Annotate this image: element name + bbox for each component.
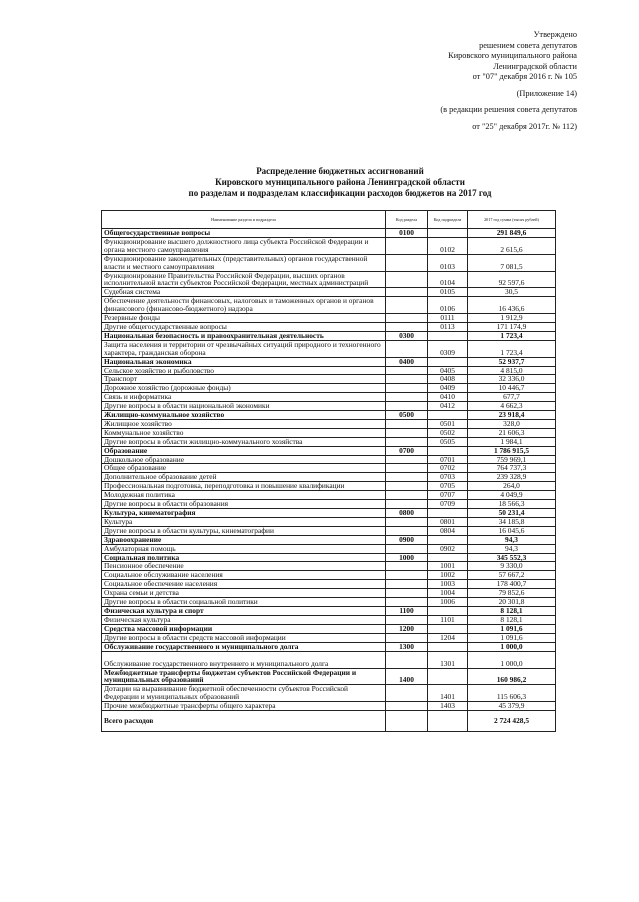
row-subsection-code: 0505 [428,437,468,446]
row-section-code [386,419,428,428]
row-subsection-code: 0102 [428,237,468,254]
table-row [102,446,556,455]
row-section-code: 1300 [386,642,428,651]
row-subsection-code: 1401 [428,685,468,702]
row-subsection-code: 0804 [428,526,468,535]
row-subsection-code [428,711,468,732]
row-amount: 4 815,0 [468,366,556,375]
revision-line: от "25" декабря 2017г. № 112) [472,121,577,131]
row-section-code [386,571,428,580]
row-subsection-code: 0412 [428,402,468,411]
row-section-code: 1200 [386,624,428,633]
row-section-code [386,702,428,711]
row-name: Физическая культура [102,615,386,624]
row-section-code [386,340,428,357]
row-section-code: 1400 [386,668,428,685]
row-name: Другие общегосударственные вопросы [102,322,386,331]
row-subsection-code [428,357,468,366]
row-amount: 1 091,6 [468,633,556,642]
table-row [102,254,556,271]
table-row [102,544,556,553]
row-amount: 45 379,9 [468,702,556,711]
row-amount: 57 667,2 [468,571,556,580]
row-name: Другие вопросы в области средств массовой информации [102,633,386,642]
row-section-code [386,526,428,535]
row-section-code [386,482,428,491]
table-row [102,428,556,437]
row-subsection-code: 0410 [428,393,468,402]
row-subsection-code: 0409 [428,384,468,393]
row-section-code: 0400 [386,357,428,366]
row-section-code [386,437,428,446]
row-amount: 52 937,7 [468,357,556,366]
row-name: Прочие межбюджетные трансферты общего характера [102,702,386,711]
row-section-code [386,685,428,702]
row-name: Охрана семьи и детства [102,589,386,598]
row-section-code: 0700 [386,446,428,455]
approval-line: решением совета депутатов [479,40,577,50]
row-name: Защита населения и территории от чрезвычайных ситуаций природного и техногенного характера, гражданская оборона [102,340,386,357]
row-amount: 94,3 [468,535,556,544]
row-amount: 759 969,1 [468,455,556,464]
row-section-code: 0800 [386,509,428,518]
row-subsection-code: 0502 [428,428,468,437]
table-row [102,340,556,357]
table-row [102,271,556,288]
row-subsection-code: 0701 [428,455,468,464]
table-row [102,615,556,624]
row-name: Здравоохранение [102,535,386,544]
row-subsection-code: 1301 [428,651,468,668]
row-section-code: 0100 [386,229,428,238]
row-amount: 1 912,9 [468,314,556,323]
row-amount: 1 723,4 [468,331,556,340]
row-section-code [386,237,428,254]
row-subsection-code [428,331,468,340]
row-subsection-code: 0111 [428,314,468,323]
row-amount: 21 606,3 [468,428,556,437]
row-section-code [386,615,428,624]
row-subsection-code: 0105 [428,288,468,297]
row-subsection-code [428,642,468,651]
table-row [102,509,556,518]
row-amount: 2 615,6 [468,237,556,254]
row-subsection-code: 0707 [428,491,468,500]
row-section-code [386,464,428,473]
row-name: Коммунальное хозяйство [102,428,386,437]
row-subsection-code: 0106 [428,297,468,314]
title-line: Кировского муниципального района Ленинградской области [215,177,465,187]
row-subsection-code [428,668,468,685]
row-amount: 178 400,7 [468,580,556,589]
row-section-code [386,455,428,464]
table-row [102,366,556,375]
row-subsection-code: 1004 [428,589,468,598]
row-name: Социальная политика [102,553,386,562]
row-name: Функционирование Правительства Российской Федерации, высших органов исполнительной власти субъектов Российской Федерации, местных администраций [102,271,386,288]
row-name: Образование [102,446,386,455]
row-subsection-code: 1002 [428,571,468,580]
row-name: Другие вопросы в области культуры, кинематографии [102,526,386,535]
row-name: Другие вопросы в области социальной политики [102,598,386,607]
row-section-code: 0900 [386,535,428,544]
table-row [102,624,556,633]
row-name: Межбюджетные трансферты бюджетам субъектов Российской Федерации и муниципальных образований [102,668,386,685]
row-amount: 8 128,1 [468,606,556,615]
table-row [102,237,556,254]
row-amount: 115 606,3 [468,685,556,702]
table-row [102,685,556,702]
table-row [102,642,556,651]
header-section-code: Код раздела [386,211,428,229]
row-name: Пенсионное обеспечение [102,562,386,571]
row-name: Функционирование высшего должностного лица субъекта Российской Федерации и органа местного самоуправления [102,237,386,254]
row-name: Социальное обеспечение населения [102,580,386,589]
row-amount: 34 185,8 [468,517,556,526]
row-amount: 92 597,6 [468,271,556,288]
row-name: Амбулаторная помощь [102,544,386,553]
row-subsection-code [428,624,468,633]
row-section-code [386,384,428,393]
row-section-code [386,428,428,437]
row-subsection-code: 0103 [428,254,468,271]
row-name: Молодежная политика [102,491,386,500]
row-subsection-code [428,229,468,238]
table-body [102,229,556,732]
row-name: Общее образование [102,464,386,473]
row-section-code [386,271,428,288]
row-section-code [386,297,428,314]
row-amount: 239 328,9 [468,473,556,482]
row-name: Общегосударственные вопросы [102,229,386,238]
row-subsection-code: 0501 [428,419,468,428]
table-row [102,526,556,535]
row-name: Функционирование законодательных (представительных) органов государственной власти и местного самоуправления [102,254,386,271]
row-name: Судебная система [102,288,386,297]
row-section-code [386,473,428,482]
row-section-code [386,580,428,589]
row-name: Социальное обслуживание населения [102,571,386,580]
row-section-code [386,288,428,297]
header-subsection-code: Код подраздела [428,211,468,229]
budget-table [101,210,556,732]
row-name: Физическая культура и спорт [102,606,386,615]
row-amount: 18 566,3 [468,500,556,509]
row-subsection-code: 0104 [428,271,468,288]
row-subsection-code: 1001 [428,562,468,571]
table-row [102,702,556,711]
table-row [102,331,556,340]
row-name: Культура, кинематография [102,509,386,518]
row-subsection-code: 0309 [428,340,468,357]
row-section-code [386,711,428,732]
row-amount: 16 436,6 [468,297,556,314]
row-section-code [386,314,428,323]
row-name: Национальная безопасность и правоохранительная деятельность [102,331,386,340]
row-name: Обслуживание государственного внутреннего и муниципального долга [102,651,386,668]
row-subsection-code [428,535,468,544]
row-subsection-code: 1204 [428,633,468,642]
row-name: Резервные фонды [102,314,386,323]
row-amount: 1 786 915,5 [468,446,556,455]
row-amount: 1 000,0 [468,651,556,668]
row-section-code: 1100 [386,606,428,615]
row-name: Сельское хозяйство и рыболовство [102,366,386,375]
row-subsection-code: 0705 [428,482,468,491]
title-line: Распределение бюджетных ассигнований [256,166,424,176]
row-amount: 32 336,0 [468,375,556,384]
row-amount: 79 852,6 [468,589,556,598]
row-subsection-code: 0113 [428,322,468,331]
approval-line: Ленинградской области [493,61,577,71]
row-section-code: 0500 [386,411,428,420]
row-name: Другие вопросы в области национальной экономики [102,402,386,411]
row-name: Жилищно-коммунальное хозяйство [102,411,386,420]
table-row [102,517,556,526]
row-amount: 16 045,6 [468,526,556,535]
row-section-code [386,589,428,598]
row-amount: 291 849,6 [468,229,556,238]
header-amount: 2017 год сумма (тысяч рублей) [468,211,556,229]
approval-line: от "07" декабря 2016 г. № 105 [472,72,577,81]
row-subsection-code: 1003 [428,580,468,589]
row-section-code [386,544,428,553]
row-subsection-code: 0801 [428,517,468,526]
row-amount: 20 301,8 [468,598,556,607]
row-amount: 345 552,3 [468,553,556,562]
title-line: по разделам и подразделам классификации расходов бюджетов на 2017 год [188,188,492,198]
row-section-code: 0300 [386,331,428,340]
row-name: Другие вопросы в области образования [102,500,386,509]
row-name: Профессиональная подготовка, переподготовка и повышение квалификации [102,482,386,491]
row-name: Средства массовой информации [102,624,386,633]
row-subsection-code: 0703 [428,473,468,482]
row-subsection-code: 0709 [428,500,468,509]
row-amount: 1 091,6 [468,624,556,633]
row-subsection-code: 1403 [428,702,468,711]
table-row [102,535,556,544]
row-amount: 7 081,5 [468,254,556,271]
row-section-code [386,562,428,571]
row-amount: 328,0 [468,419,556,428]
table-header-row [102,211,556,229]
row-section-code [386,366,428,375]
row-amount: 8 128,1 [468,615,556,624]
row-section-code [386,651,428,668]
table-row [102,357,556,366]
row-subsection-code: 1101 [428,615,468,624]
appendix-number: (Приложение 14) [516,88,577,98]
row-amount: 171 174,9 [468,322,556,331]
row-name: Обеспечение деятельности финансовых, налоговых и таможенных органов и органов финансового (финансово-бюджетного) надзора [102,297,386,314]
row-amount: 30,5 [468,288,556,297]
row-subsection-code: 1006 [428,598,468,607]
document-title [100,166,580,199]
row-section-code [386,491,428,500]
row-name: Всего расходов [102,711,386,732]
row-amount: 9 330,0 [468,562,556,571]
row-amount: 1 723,4 [468,340,556,357]
row-amount: 4 049,9 [468,491,556,500]
total-row [102,711,556,732]
approval-line: Кировского муниципального района [448,51,577,60]
revision-line: (в редакции решения совета депутатов [440,105,577,114]
row-section-code [386,517,428,526]
row-name: Дотации на выравнивание бюджетной обеспеченности субъектов Российской Федерации и муниципальных образований [102,685,386,702]
row-name: Связь и информатика [102,393,386,402]
row-amount: 2 724 428,5 [468,711,556,732]
row-section-code [386,633,428,642]
row-name: Жилищное хозяйство [102,419,386,428]
row-amount: 677,7 [468,393,556,402]
row-name: Обслуживание государственного и муниципального долга [102,642,386,651]
table-row [102,297,556,314]
row-subsection-code: 0408 [428,375,468,384]
row-name: Транспорт [102,375,386,384]
row-name: Дополнительное образование детей [102,473,386,482]
row-amount: 10 446,7 [468,384,556,393]
row-section-code [386,393,428,402]
table-row [102,651,556,668]
table-row [102,455,556,464]
row-subsection-code: 0902 [428,544,468,553]
row-section-code: 1000 [386,553,428,562]
table-row [102,437,556,446]
approval-line: Утверждено [533,30,577,39]
row-amount: 764 737,3 [468,464,556,473]
row-amount: 94,3 [468,544,556,553]
row-amount: 1 000,0 [468,642,556,651]
table-row [102,633,556,642]
row-subsection-code: 0405 [428,366,468,375]
row-name: Дорожное хозяйство (дорожные фонды) [102,384,386,393]
row-amount: 23 918,4 [468,411,556,420]
row-section-code [386,375,428,384]
row-subsection-code: 0702 [428,464,468,473]
table-row [102,668,556,685]
row-name: Дошкольное образование [102,455,386,464]
row-amount: 160 986,2 [468,668,556,685]
row-subsection-code [428,446,468,455]
row-amount: 1 984,1 [468,437,556,446]
row-amount: 4 662,3 [468,402,556,411]
row-amount: 264,0 [468,482,556,491]
header-name: Наименование раздела и подраздела [102,211,386,229]
row-name: Другие вопросы в области жилищно-коммунального хозяйства [102,437,386,446]
row-name: Культура [102,517,386,526]
row-section-code [386,254,428,271]
table-row [102,419,556,428]
approval-block [337,30,577,132]
row-amount: 50 231,4 [468,509,556,518]
row-name: Национальная экономика [102,357,386,366]
